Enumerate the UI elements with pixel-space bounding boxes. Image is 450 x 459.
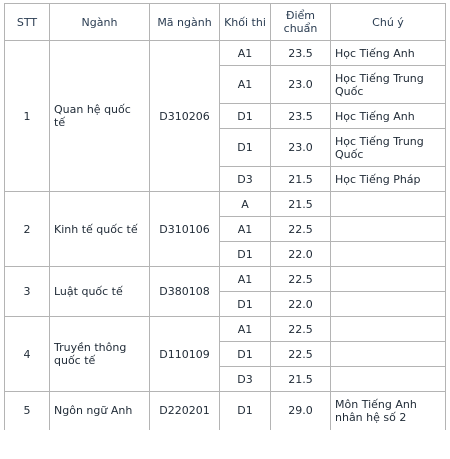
column-header-chu-y: Chú ý [331,4,446,41]
diem-chuan-cell: 21.5 [271,167,331,192]
ma-nganh-cell: D380108 [150,267,220,317]
diem-chuan-cell: 22.5 [271,317,331,342]
diem-chuan-cell: 21.5 [271,192,331,217]
table-row [5,267,446,292]
ma-nganh-cell: D310206 [150,41,220,192]
stt-cell: 1 [5,41,50,192]
nganh-cell: Ngôn ngữ Anh [50,392,150,430]
khoi-thi-cell: D3 [220,367,271,392]
column-header-khoi-thi: Khối thi [220,4,271,41]
diem-chuan-cell: 21.5 [271,367,331,392]
diem-chuan-cell: 22.5 [271,342,331,367]
chu-y-cell: Học Tiếng Anh [331,41,446,66]
khoi-thi-cell: D1 [220,242,271,267]
diem-chuan-cell: 23.5 [271,41,331,66]
khoi-thi-cell: A1 [220,217,271,242]
chu-y-cell: Học Tiếng Trung Quốc [331,129,446,167]
khoi-thi-cell: D1 [220,292,271,317]
diem-chuan-cell: 23.0 [271,129,331,167]
chu-y-cell [331,217,446,242]
table-row [5,392,446,430]
ma-nganh-cell: D110109 [150,317,220,392]
chu-y-cell [331,342,446,367]
chu-y-cell: Học Tiếng Pháp [331,167,446,192]
diem-chuan-cell: 22.5 [271,217,331,242]
chu-y-cell [331,267,446,292]
diem-chuan-cell: 22.0 [271,242,331,267]
table-row [5,41,446,66]
khoi-thi-cell: A [220,192,271,217]
chu-y-cell [331,367,446,392]
column-header-stt: STT [5,4,50,41]
stt-cell: 2 [5,192,50,267]
admission-score-table [4,3,446,430]
table-row [5,317,446,342]
khoi-thi-cell: D1 [220,104,271,129]
column-header-ma-nganh: Mã ngành [150,4,220,41]
chu-y-cell [331,292,446,317]
khoi-thi-cell: D1 [220,129,271,167]
chu-y-cell [331,242,446,267]
table-row [5,192,446,217]
column-header-nganh: Ngành [50,4,150,41]
chu-y-cell: Học Tiếng Trung Quốc [331,66,446,104]
ma-nganh-cell: D310106 [150,192,220,267]
khoi-thi-cell: A1 [220,317,271,342]
khoi-thi-cell: D1 [220,342,271,367]
chu-y-cell: Môn Tiếng Anh nhân hệ số 2 [331,392,446,430]
diem-chuan-cell: 22.5 [271,267,331,292]
diem-chuan-cell: 22.0 [271,292,331,317]
khoi-thi-cell: D3 [220,167,271,192]
stt-cell: 3 [5,267,50,317]
ma-nganh-cell: D220201 [150,392,220,430]
nganh-cell: Luật quốc tế [50,267,150,317]
chu-y-cell [331,317,446,342]
nganh-cell: Truyền thông quốc tế [50,317,150,392]
nganh-cell: Quan hệ quốc tế [50,41,150,192]
stt-cell: 4 [5,317,50,392]
chu-y-cell [331,192,446,217]
khoi-thi-cell: A1 [220,66,271,104]
khoi-thi-cell: A1 [220,41,271,66]
table-header-row [5,4,446,41]
diem-chuan-cell: 23.0 [271,66,331,104]
khoi-thi-cell: D1 [220,392,271,430]
stt-cell: 5 [5,392,50,430]
nganh-cell: Kinh tế quốc tế [50,192,150,267]
diem-chuan-cell: 23.5 [271,104,331,129]
column-header-diem-chuan: Điểm chuẩn [271,4,331,41]
chu-y-cell: Học Tiếng Anh [331,104,446,129]
khoi-thi-cell: A1 [220,267,271,292]
diem-chuan-cell: 29.0 [271,392,331,430]
